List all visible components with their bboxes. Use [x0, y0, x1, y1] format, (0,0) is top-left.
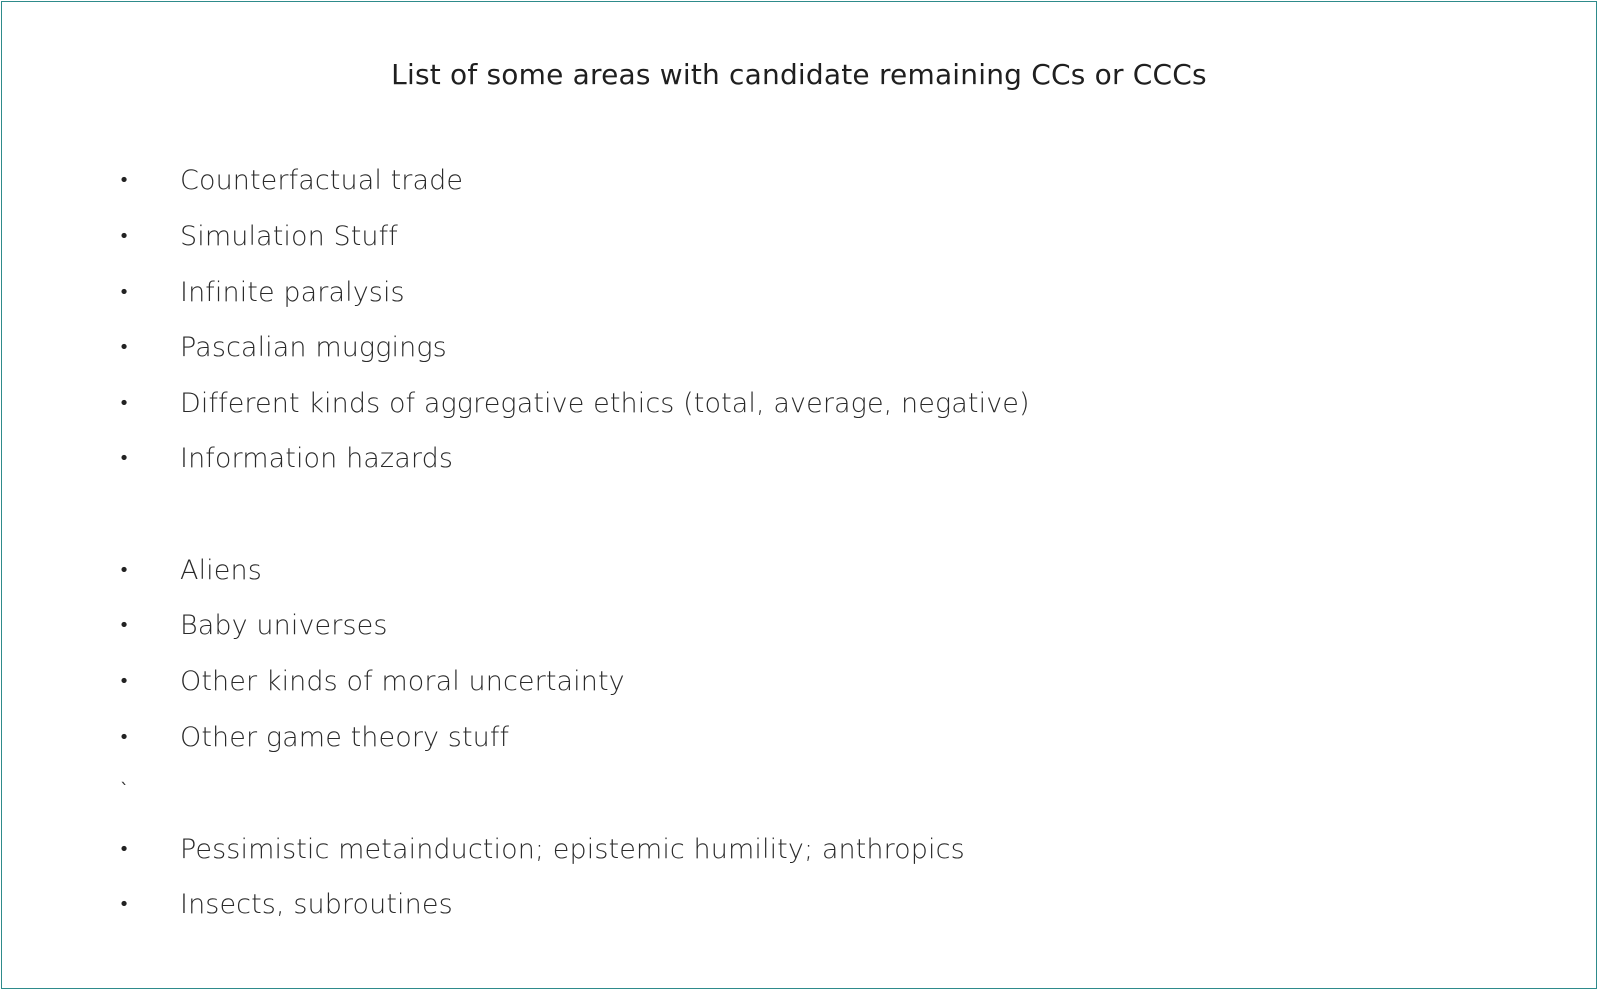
list-item-text: Aliens	[180, 554, 262, 586]
bullet-icon: •	[118, 447, 130, 469]
list-item-text: Other kinds of moral uncertainty	[180, 665, 625, 697]
list-item-text: Information hazards	[180, 442, 453, 474]
bullet-icon: •	[118, 670, 130, 692]
bullet-icon: •	[118, 614, 130, 636]
bullet-icon: •	[118, 392, 130, 414]
slide-frame	[1, 1, 1597, 989]
bullet-icon: •	[118, 281, 130, 303]
list-item-text: Baby universes	[180, 609, 388, 641]
bullet-icon: •	[118, 838, 130, 860]
bullet-icon: •	[118, 336, 130, 358]
bullet-icon: •	[118, 225, 130, 247]
stray-backtick-mark: `	[120, 780, 129, 801]
list-item-text: Insects, subroutines	[180, 888, 453, 920]
bullet-icon: •	[118, 726, 130, 748]
bullet-icon: •	[118, 169, 130, 191]
list-item-text: Simulation Stuff	[180, 220, 398, 252]
bullet-icon: •	[118, 893, 130, 915]
list-item-text: Infinite paralysis	[180, 276, 405, 308]
bullet-icon: •	[118, 559, 130, 581]
list-item-text: Counterfactual trade	[180, 164, 464, 196]
list-item-text: Pascalian muggings	[180, 331, 447, 363]
list-item-text: Pessimistic metainduction; epistemic humility; anthropics	[180, 833, 965, 865]
list-item-text: Different kinds of aggregative ethics (total, average, negative)	[180, 387, 1030, 419]
slide-title: List of some areas with candidate remaining CCs or CCCs	[391, 58, 1207, 91]
list-item-text: Other game theory stuff	[180, 721, 510, 753]
